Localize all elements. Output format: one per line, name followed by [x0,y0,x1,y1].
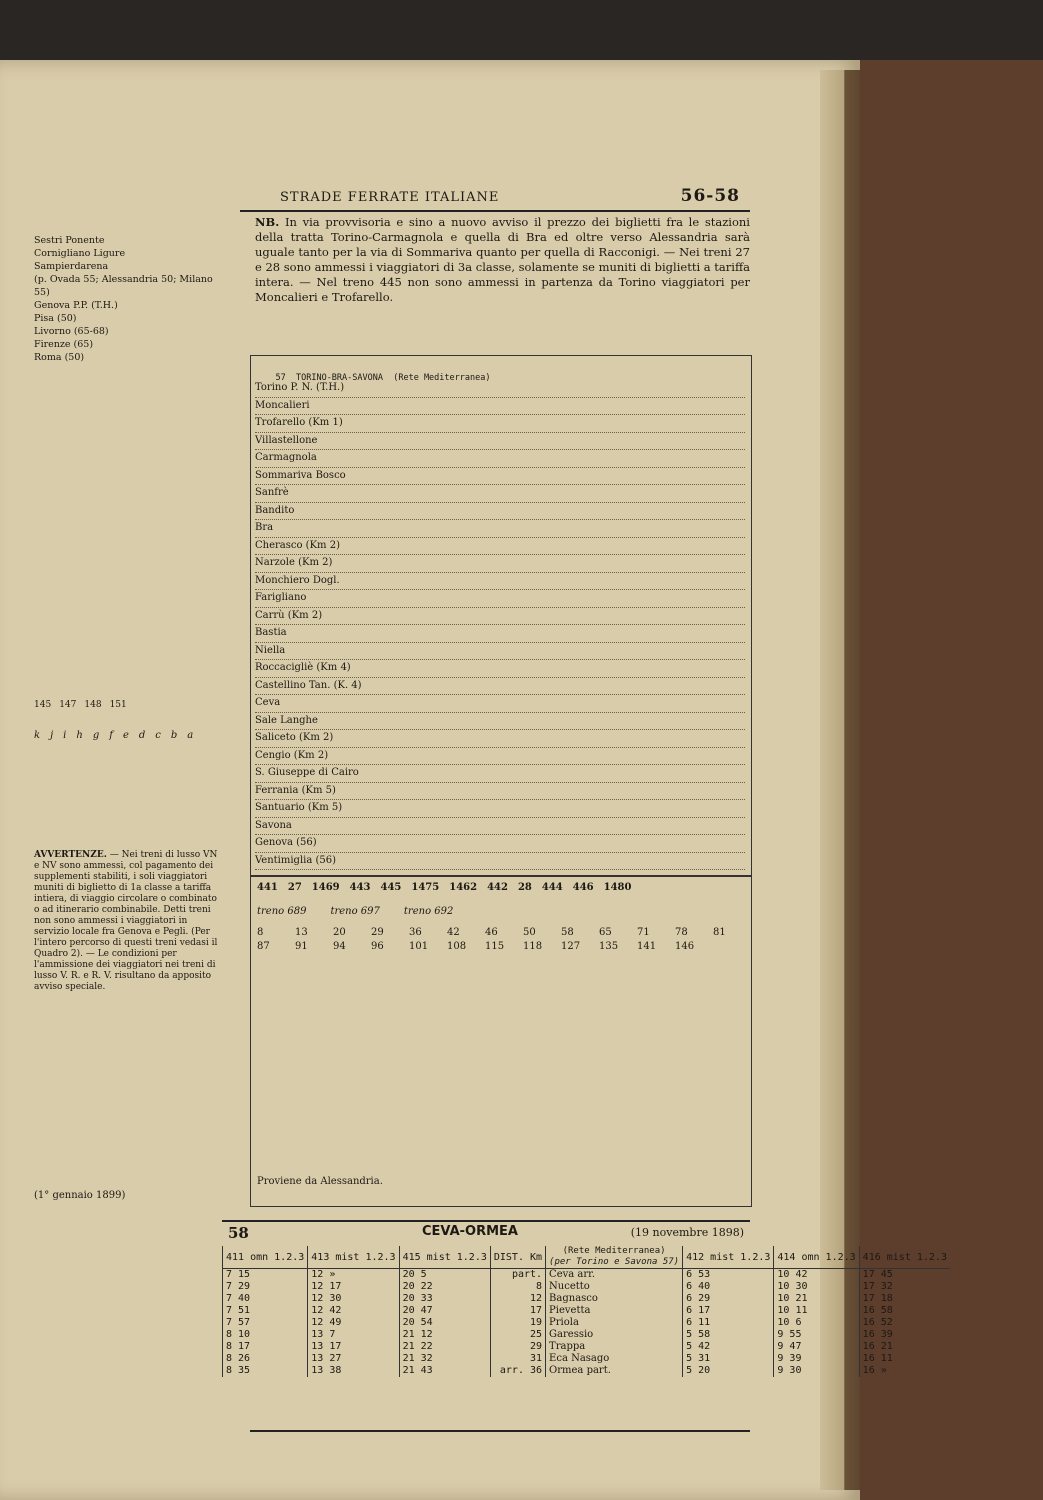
section58-date: (19 novembre 1898) [630,1226,744,1239]
distance-km: 20 [333,927,346,938]
station-cell: Garessio [546,1329,683,1341]
time-cell: 20 5 [399,1269,490,1282]
station-57: Narzole (Km 2) [255,555,745,573]
station-list-57 [255,380,745,870]
station-57: Cengio (Km 2) [255,748,745,766]
distance-km: 135 [599,941,619,952]
time-cell: 6 17 [683,1305,774,1317]
distance-km: 94 [333,941,346,952]
station-57: Sale Langhe [255,713,745,731]
time-cell: 7 29 [223,1281,308,1293]
time-cell: 21 12 [399,1329,490,1341]
station-57: Genova (56) [255,835,745,853]
train-number: 1475 [411,882,440,893]
distance-km: 46 [485,927,498,938]
train-number: 27 [287,882,302,893]
station-57: Sommariva Bosco [255,468,745,486]
table-row [223,1269,950,1282]
column-letter: i [63,730,67,741]
distance-km: 87 [257,941,270,952]
station-57: Savona [255,818,745,836]
station-57: Ferrania (Km 5) [255,783,745,801]
left-station: (p. Ovada 55; Alessandria 50; Milano 55) [34,274,213,298]
station-57: Castellino Tan. (K. 4) [255,678,745,696]
station-cell: Trappa [546,1341,683,1353]
time-cell: 9 47 [774,1341,859,1353]
column-letter: h [76,730,83,741]
left-station: Sampierdarena [34,261,109,272]
left-km: 151 [109,700,127,710]
train-number: 1469 [311,882,340,893]
time-cell: 6 11 [683,1317,774,1329]
time-cell: 16 52 [859,1317,950,1329]
time-cell: 20 33 [399,1293,490,1305]
distance-km: 8 [257,927,264,938]
distance-km: 58 [561,927,574,938]
train-number: 444 [541,882,563,893]
left-station: Cornigliano Ligure [34,248,126,259]
station-57: Villastellone [255,433,745,451]
time-cell: 16 58 [859,1305,950,1317]
distance-km: 42 [447,927,460,938]
time-cell: 17 32 [859,1281,950,1293]
station-57: Torino P. N. (T.H.) [255,380,745,398]
time-cell: 7 15 [223,1269,308,1282]
station-57: Ceva [255,695,745,713]
distance-km: 115 [485,941,505,952]
distance-km: 13 [295,927,308,938]
time-cell: 16 » [859,1365,950,1377]
table-row [223,1365,950,1377]
table-row [223,1305,950,1317]
table-row [223,1317,950,1329]
timetable-57-upper [250,355,752,877]
time-cell: 10 6 [774,1317,859,1329]
section58-name: CEVA-ORMEA [422,1224,518,1239]
train-head: 415 mist 1.2.3 [399,1246,490,1269]
km-cell: 29 [490,1341,545,1353]
distance-km: 127 [561,941,581,952]
table-row [223,1281,950,1293]
left-timetable-strip [30,230,230,1220]
train-number: 28 [517,882,532,893]
time-cell: 5 31 [683,1353,774,1365]
avvertenze-label: AVVERTENZE. [34,850,107,860]
time-cell: 12 30 [308,1293,399,1305]
left-km: 148 [84,700,102,710]
time-cell: 9 30 [774,1365,859,1377]
proviene-note: Proviene da Alessandria. [257,1176,383,1187]
time-cell: 16 11 [859,1353,950,1365]
time-cell: 10 42 [774,1269,859,1282]
time-cell: 20 54 [399,1317,490,1329]
distance-km: 118 [523,941,543,952]
ceva-ormea-table [222,1246,950,1377]
column-letter: e [122,730,129,741]
distance-km: 71 [637,927,650,938]
time-cell: 12 » [308,1269,399,1282]
station-57: Roccacigliè (Km 4) [255,660,745,678]
distance-km: 101 [409,941,429,952]
network-head [546,1246,683,1269]
km-cell: 12 [490,1293,545,1305]
station-57: Cherasco (Km 2) [255,538,745,556]
left-km: 145 [34,700,52,710]
train-number: 441 [257,882,278,893]
station-cell: Nucetto [546,1281,683,1293]
footer-rule [250,1430,750,1433]
gennaio-date: (1° gennaio 1899) [34,1190,126,1201]
treno-label: treno 697 [330,906,380,917]
treno-labels [257,906,477,917]
station-57: Niella [255,643,745,661]
network-label: (Rete Mediterranea) [562,1246,666,1256]
station-57: Carmagnola [255,450,745,468]
time-cell: 5 42 [683,1341,774,1353]
column-letter: g [92,730,100,741]
train-head: 411 omn 1.2.3 [223,1246,308,1269]
time-cell: 7 57 [223,1317,308,1329]
time-cell: 8 10 [223,1329,308,1341]
time-cell: 20 22 [399,1281,490,1293]
column-letter: b [170,730,178,741]
time-cell: 6 40 [683,1281,774,1293]
time-cell: 9 55 [774,1329,859,1341]
page-header [240,186,750,212]
column-letter: c [155,730,161,741]
distance-km: 81 [713,927,726,938]
distance-km: 50 [523,927,536,938]
time-cell: 13 38 [308,1365,399,1377]
nb-label: NB. [255,215,280,229]
train-number: 442 [487,882,508,893]
time-cell: 12 17 [308,1281,399,1293]
avvertenze-text: — Nei treni di lusso VN e NV sono ammessi, col pagamento dei supplementi stabiliti, i soli viaggiatori muniti di biglietto di 1a classe a tariffa intiera, di viaggio circolare o combinato o ad itinerario combinabile. Detti treni non sono ammessi i viaggiatori in servizio locale fra Genova e Pegli. (Per l'intero percorso di questi treni vedasi il Quadro 2). — Le condizioni per l'ammissione dei viaggiatori nei treni di lusso V. R. e R. V. risultano da apposito avviso speciale. [34,850,218,992]
train-number: 1480 [603,882,632,893]
column-letter: f [109,730,113,741]
left-station: Roma (50) [34,352,85,363]
time-cell: 12 49 [308,1317,399,1329]
time-cell: 12 42 [308,1305,399,1317]
station-57: Bra [255,520,745,538]
time-cell: 13 7 [308,1329,399,1341]
distance-km: 108 [447,941,467,952]
time-cell: 21 43 [399,1365,490,1377]
distance-km: 96 [371,941,384,952]
train-head: 414 omn 1.2.3 [774,1246,859,1269]
station-57: S. Giuseppe di Cairo [255,765,745,783]
header-title: STRADE FERRATE ITALIANE [280,190,500,205]
station-57: Santuario (Km 5) [255,800,745,818]
time-cell: 16 39 [859,1329,950,1341]
time-cell: 13 17 [308,1341,399,1353]
distance-km: 36 [409,927,422,938]
km-cell: 17 [490,1305,545,1317]
time-cell: 8 17 [223,1341,308,1353]
time-cell: 16 21 [859,1341,950,1353]
km-cell: 8 [490,1281,545,1293]
time-cell: 17 45 [859,1269,950,1282]
station-57: Ventimiglia (56) [255,853,745,871]
time-cell: 7 51 [223,1305,308,1317]
time-cell: 6 53 [683,1269,774,1282]
train-head: 416 mist 1.2.3 [859,1246,950,1269]
km-cell: arr. 36 [490,1365,545,1377]
dist-head: DIST. Km [490,1246,545,1269]
time-cell: 8 26 [223,1353,308,1365]
column-letter: j [50,730,54,741]
section-58-ceva-ormea [222,1220,947,1427]
station-cell: Bagnasco [546,1293,683,1305]
train-number: 445 [380,882,402,893]
treno-label: treno 692 [403,906,454,917]
time-cell: 8 35 [223,1365,308,1377]
distance-km: 65 [599,927,612,938]
station-cell: Pievetta [546,1305,683,1317]
subnote: (per Torino e Savona 57) [549,1257,680,1267]
distance-km: 78 [675,927,688,938]
treno-label: treno 689 [257,906,307,917]
time-cell: 9 39 [774,1353,859,1365]
left-station: Livorno (65-68) [34,326,109,337]
time-cell: 5 58 [683,1329,774,1341]
left-station: Pisa (50) [34,313,77,324]
section58-number: 58 [228,1224,249,1242]
station-cell: Priola [546,1317,683,1329]
train-number: 443 [349,882,371,893]
nb-text: In via provvisoria e sino a nuovo avviso il prezzo dei biglietti fra le stazioni della tratta Torino-Carmagnola e quella di Bra ed oltre verso Alessandria sarà uguale tanto per la via di Sommariva quanto per quella di Racconigi. — Nei treni 27 e 28 sono ammessi i viaggiatori di 3a classe, solamente se muniti di biglietti a tariffa intera. — Nel treno 445 non sono ammessi in partenza da Torino viaggiatori per Moncalieri e Trofarello. [255,215,750,304]
left-station: Sestri Ponente [34,235,105,246]
station-57: Trofarello (Km 1) [255,415,745,433]
station-cell: Ormea part. [546,1365,683,1377]
distance-km: 91 [295,941,308,952]
distance-km: 146 [675,941,695,952]
table-row [223,1293,950,1305]
left-station: Firenze (65) [34,339,94,350]
train-numbers-57 [257,882,641,893]
train-head: 412 mist 1.2.3 [683,1246,774,1269]
station-57: Bastia [255,625,745,643]
km-cell: 25 [490,1329,545,1341]
section57-title: 57 TORINO-BRA-SAVONA (Rete Mediterranea) [275,372,491,383]
timetable-57-lower [250,875,752,1207]
station-57: Sanfrè [255,485,745,503]
column-letter: a [187,730,194,741]
station-cell: Eca Nasago [546,1353,683,1365]
train-number: 1462 [449,882,478,893]
km-cell: 31 [490,1353,545,1365]
left-station: Genova P.P. (T.H.) [34,300,118,311]
station-57: Farigliano [255,590,745,608]
time-cell: 20 47 [399,1305,490,1317]
distance-km: 141 [637,941,657,952]
station-57: Monchiero Dogl. [255,573,745,591]
train-number: 446 [572,882,594,893]
table-row [223,1341,950,1353]
distance-list [257,926,751,954]
train-head: 413 mist 1.2.3 [308,1246,399,1269]
page-number: 56-58 [680,186,740,206]
km-cell: part. [490,1269,545,1282]
station-57: Bandito [255,503,745,521]
time-cell: 10 30 [774,1281,859,1293]
table-row [223,1329,950,1341]
column-letter: k [34,730,41,741]
station-57: Saliceto (Km 2) [255,730,745,748]
station-cell: Ceva arr. [546,1269,683,1282]
table-row [223,1353,950,1365]
column-letter: d [138,730,146,741]
avvertenze [34,850,224,993]
station-57: Carrù (Km 2) [255,608,745,626]
left-km: 147 [59,700,77,710]
station-57: Moncalieri [255,398,745,416]
time-cell: 6 29 [683,1293,774,1305]
km-cell: 19 [490,1317,545,1329]
time-cell: 5 20 [683,1365,774,1377]
time-cell: 10 11 [774,1305,859,1317]
time-cell: 13 27 [308,1353,399,1365]
distance-km: 29 [371,927,384,938]
time-cell: 7 40 [223,1293,308,1305]
time-cell: 21 22 [399,1341,490,1353]
nb-note [255,215,750,305]
time-cell: 21 32 [399,1353,490,1365]
time-cell: 17 18 [859,1293,950,1305]
time-cell: 10 21 [774,1293,859,1305]
